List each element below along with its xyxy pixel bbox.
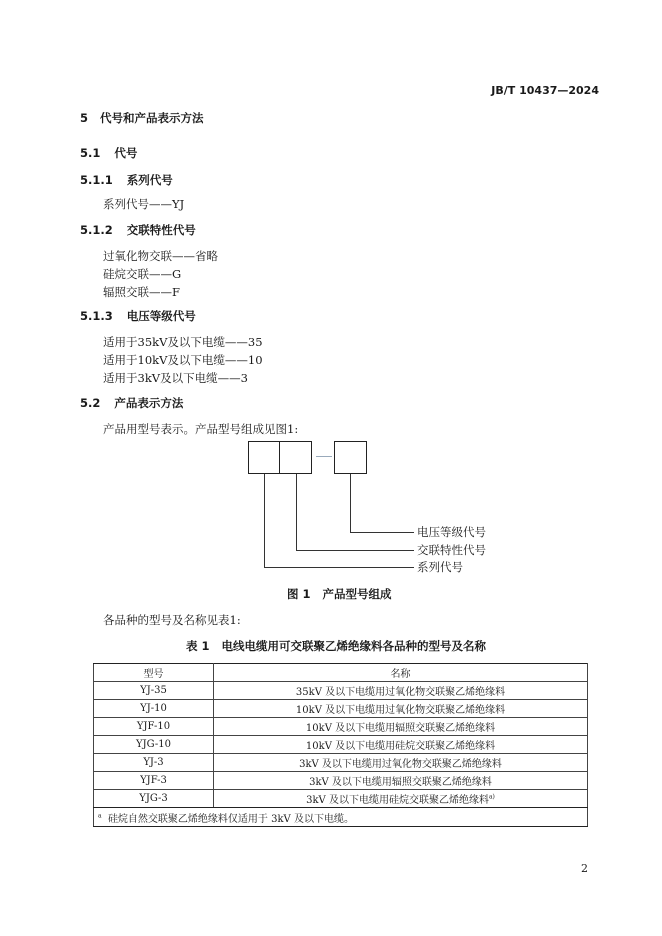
cell-model: YJF-10: [94, 718, 214, 736]
header-model: 型号: [94, 664, 214, 682]
crosslink-code-label: 交联特性代号: [417, 543, 486, 557]
crosslink-line-3: 辐照交联——F: [103, 285, 180, 299]
table-row: [94, 790, 588, 808]
series-leader-vertical: [264, 474, 265, 567]
section-number: 5.1: [80, 146, 101, 160]
cell-name: [214, 790, 588, 808]
section-number: 5.1.3: [80, 309, 113, 323]
footnote-reference: a): [488, 793, 495, 801]
series-code-box: [248, 441, 281, 474]
section-number: 5: [80, 111, 89, 125]
table-row: [94, 700, 588, 718]
crosslink-leader-horizontal: [296, 550, 414, 551]
cell-model: YJ-10: [94, 700, 214, 718]
cell-model: YJF-3: [94, 772, 214, 790]
hyphen-dash: [316, 456, 332, 457]
section-title: 代号: [114, 146, 138, 160]
table-row: [94, 682, 588, 700]
cell-model: YJG-10: [94, 736, 214, 754]
section-5-1-heading: [80, 145, 137, 161]
series-leader-horizontal: [264, 567, 414, 568]
section-5-heading: [80, 110, 204, 126]
section-title: 代号和产品表示方法: [100, 111, 204, 125]
doc-code: JB/T 10437—2024: [491, 84, 599, 97]
section-title: 交联特性代号: [126, 223, 196, 237]
section-5-1-3-heading: [80, 308, 196, 324]
page-number: 2: [581, 862, 588, 875]
table-1-caption: [186, 638, 486, 654]
cell-name: 10kV 及以下电缆用过氧化物交联聚乙烯绝缘料: [214, 700, 588, 718]
header-name: 名称: [214, 664, 588, 682]
footnote-mark: a: [98, 812, 102, 820]
section-number: 5.1.2: [80, 223, 113, 237]
voltage-line-2: 适用于10kV及以下电缆——10: [103, 353, 263, 367]
table-footnote: [94, 808, 588, 827]
table-caption-title: 电线电缆用可交联聚乙烯绝缘料各品种的型号及名称: [221, 639, 487, 653]
series-code-line: 系列代号——YJ: [103, 197, 185, 211]
figure-caption-number: 图 1: [287, 587, 311, 601]
voltage-leader-horizontal: [350, 532, 414, 533]
table-header-row: [94, 664, 588, 682]
table-row: [94, 718, 588, 736]
section-5-1-1-heading: [80, 172, 173, 188]
voltage-line-3: 适用于3kV及以下电缆——3: [103, 371, 248, 385]
section-title: 系列代号: [126, 173, 173, 187]
table-row: [94, 754, 588, 772]
table-caption-number: 表 1: [186, 639, 210, 653]
section-5-2-intro: 产品用型号表示。产品型号组成见图1:: [103, 422, 299, 436]
table-footnote-row: [94, 808, 588, 827]
cell-name: 10kV 及以下电缆用辐照交联聚乙烯绝缘料: [214, 718, 588, 736]
section-number: 5.2: [80, 396, 101, 410]
table-1: [93, 663, 588, 827]
section-5-1-2-heading: [80, 222, 196, 238]
table-row: [94, 736, 588, 754]
cell-name: 3kV 及以下电缆用过氧化物交联聚乙烯绝缘料: [214, 754, 588, 772]
cell-name: 35kV 及以下电缆用过氧化物交联聚乙烯绝缘料: [214, 682, 588, 700]
crosslink-leader-vertical: [296, 474, 297, 550]
footnote-text: 硅烷自然交联聚乙烯绝缘料仅适用于 3kV 及以下电缆。: [107, 813, 354, 825]
cell-model: YJ-35: [94, 682, 214, 700]
voltage-code-box: [334, 441, 367, 474]
crosslink-line-2: 硅烷交联——G: [103, 267, 182, 281]
voltage-code-label: 电压等级代号: [417, 525, 486, 539]
series-code-label: 系列代号: [417, 560, 463, 574]
figure-caption-title: 产品型号组成: [322, 587, 392, 601]
section-title: 产品表示方法: [114, 396, 184, 410]
cell-name: 10kV 及以下电缆用硅烷交联聚乙烯绝缘料: [214, 736, 588, 754]
section-title: 电压等级代号: [126, 309, 196, 323]
cell-name-text: 3kV 及以下电缆用硅烷交联聚乙烯绝缘料: [306, 795, 489, 806]
cell-model: YJG-3: [94, 790, 214, 808]
cell-model: YJ-3: [94, 754, 214, 772]
section-5-2-heading: [80, 395, 183, 411]
crosslink-line-1: 过氧化物交联——省略: [103, 249, 218, 263]
table-intro: 各品种的型号及名称见表1:: [103, 613, 241, 627]
figure-1-caption: [287, 586, 392, 602]
cell-name: 3kV 及以下电缆用辐照交联聚乙烯绝缘料: [214, 772, 588, 790]
section-number: 5.1.1: [80, 173, 113, 187]
table-row: [94, 772, 588, 790]
voltage-leader-vertical: [350, 474, 351, 532]
crosslink-code-box: [279, 441, 312, 474]
voltage-line-1: 适用于35kV及以下电缆——35: [103, 335, 263, 349]
